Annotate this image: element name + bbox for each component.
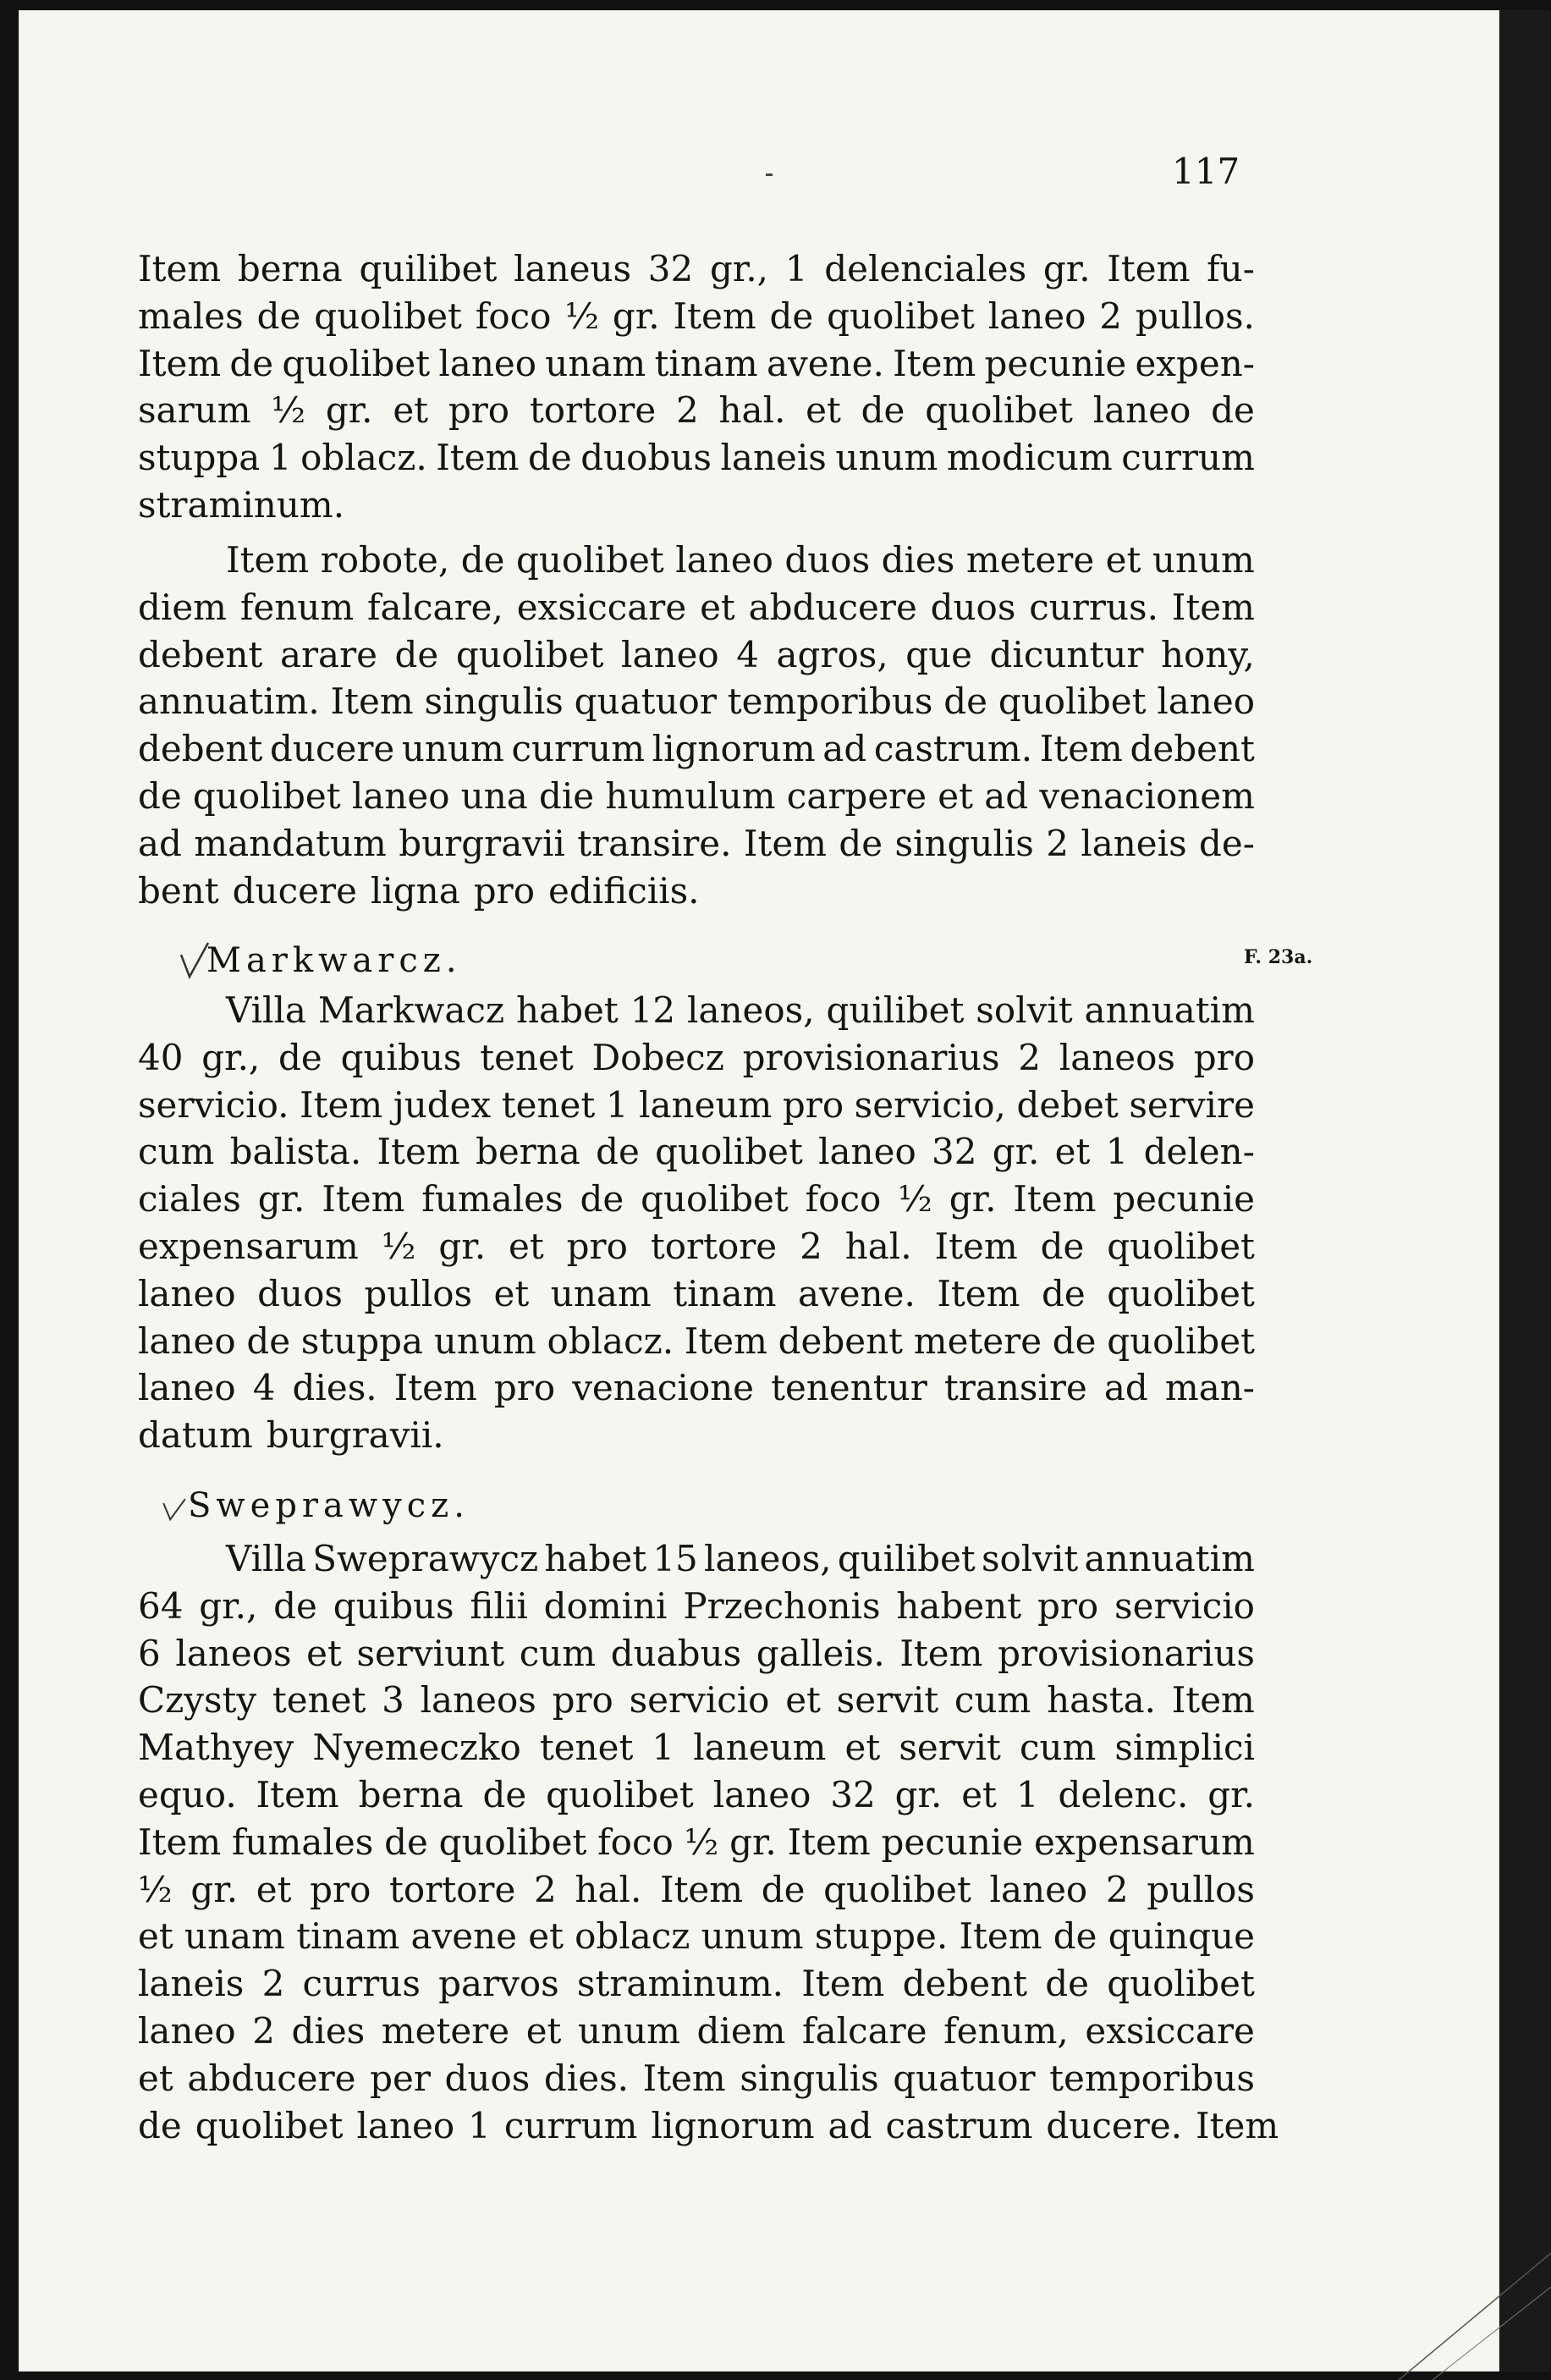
text-line: sarum ½ gr. et pro tortore 2 hal. et de quolibet laneo de	[138, 389, 1255, 432]
text-line: et unam tinam avene et oblacz unum stuppe. Item de quinque	[138, 1915, 1255, 1958]
text-line: laneo 4 dies. Item pro venacione tenentur transire ad man-	[138, 1367, 1255, 1409]
text-line: straminum.	[138, 483, 345, 526]
text-line: diem fenum falcare, exsiccare et abducere duos currus. Item	[138, 586, 1255, 628]
text-line: ad mandatum burgravii transire. Item de singulis 2 laneis de-	[138, 822, 1255, 864]
text-line: Villa Sweprawycz habet 15 laneos, quilibet solvit annuatim	[226, 1538, 1255, 1579]
text-line: debent arare de quolibet laneo 4 agros, que dicuntur hony,	[138, 633, 1255, 675]
text-line: cum balista. Item berna de quolibet laneo 32 gr. et 1 delen-	[138, 1131, 1255, 1173]
text-line: Item robote, de quolibet laneo duos dies metere et unum	[226, 539, 1255, 581]
stray-mark	[766, 174, 773, 176]
text-line: ciales gr. Item fumales de quolibet foco ½ gr. Item pecunie	[138, 1178, 1255, 1220]
text-line: 64 gr., de quibus filii domini Przechonis habent pro servicio	[138, 1584, 1255, 1627]
text-line: annuatim. Item singulis quatuor temporibus de quolibet laneo	[138, 680, 1255, 723]
text-line: et abducere per duos dies. Item singulis quatuor temporibus	[138, 2057, 1255, 2099]
heading-markwarcz: Markwarcz.	[206, 941, 462, 980]
text-line: de quolibet laneo 1 currum lignorum ad castrum ducere. Item	[138, 2104, 1279, 2146]
paragraph-sweprawycz	[138, 1535, 1279, 2149]
text-line: laneis 2 currus parvos straminum. Item debent de quolibet	[138, 1963, 1255, 2005]
text-line: Mathyey Nyemeczko tenet 1 laneum et servit cum simplici	[138, 1727, 1255, 1769]
text-line: laneo duos pullos et unam tinam avene. Item de quolibet	[138, 1272, 1255, 1314]
paragraph-markwarcz	[138, 987, 1255, 1459]
text-line: 40 gr., de quibus tenet Dobecz provisionarius 2 laneos pro	[138, 1036, 1255, 1078]
text-line: stuppa 1 oblacz. Item de duobus laneis unum modicum currum	[138, 437, 1255, 479]
text-line: laneo de stuppa unum oblacz. Item debent metere de quolibet	[138, 1319, 1255, 1362]
text-line: de quolibet laneo una die humulum carpere et ad venacionem	[138, 774, 1255, 817]
margin-note: F. 23a.	[1244, 946, 1313, 968]
page-fold-mark	[1399, 2236, 1551, 2380]
text-line: bent ducere ligna pro edificiis.	[138, 869, 700, 912]
text-line: Item fumales de quolibet foco ½ gr. Item pecunie expensarum	[138, 1821, 1255, 1863]
text-line: ½ gr. et pro tortore 2 hal. Item de quolibet laneo 2 pullos	[138, 1868, 1255, 1910]
text-line: expensarum ½ gr. et pro tortore 2 hal. Item de quolibet	[138, 1225, 1255, 1267]
text-line: servicio. Item judex tenet 1 laneum pro servicio, debet servire	[138, 1083, 1255, 1126]
paragraph-robote	[138, 537, 1255, 914]
paragraph-berna	[138, 245, 1255, 529]
heading-sweprawycz: Sweprawycz.	[188, 1486, 470, 1525]
text-line: Villa Markwacz habet 12 laneos, quilibet solvit annuatim	[226, 989, 1255, 1031]
text-line: Item de quolibet laneo unam tinam avene. Item pecunie expen-	[138, 342, 1255, 384]
text-line: laneo 2 dies metere et unum diem falcare fenum, exsiccare	[138, 2009, 1255, 2052]
text-line: datum burgravii.	[138, 1414, 444, 1457]
text-line: 6 laneos et serviunt cum duabus galleis. Item provisionarius	[138, 1632, 1255, 1674]
scan-edge	[1499, 10, 1550, 2372]
page-number: 117	[1172, 151, 1240, 192]
checkmark-icon	[161, 1490, 188, 1523]
text-line: males de quolibet foco ½ gr. Item de quolibet laneo 2 pullos.	[138, 295, 1255, 337]
text-line: Czysty tenet 3 laneos pro servicio et servit cum hasta. Item	[138, 1679, 1255, 1722]
text-line: Item berna quilibet laneus 32 gr., 1 delenciales gr. Item fu-	[138, 248, 1255, 289]
text-line: equo. Item berna de quolibet laneo 32 gr. et 1 delenc. gr.	[138, 1773, 1255, 1815]
text-line: debent ducere unum currum lignorum ad castrum. Item debent	[138, 728, 1255, 770]
